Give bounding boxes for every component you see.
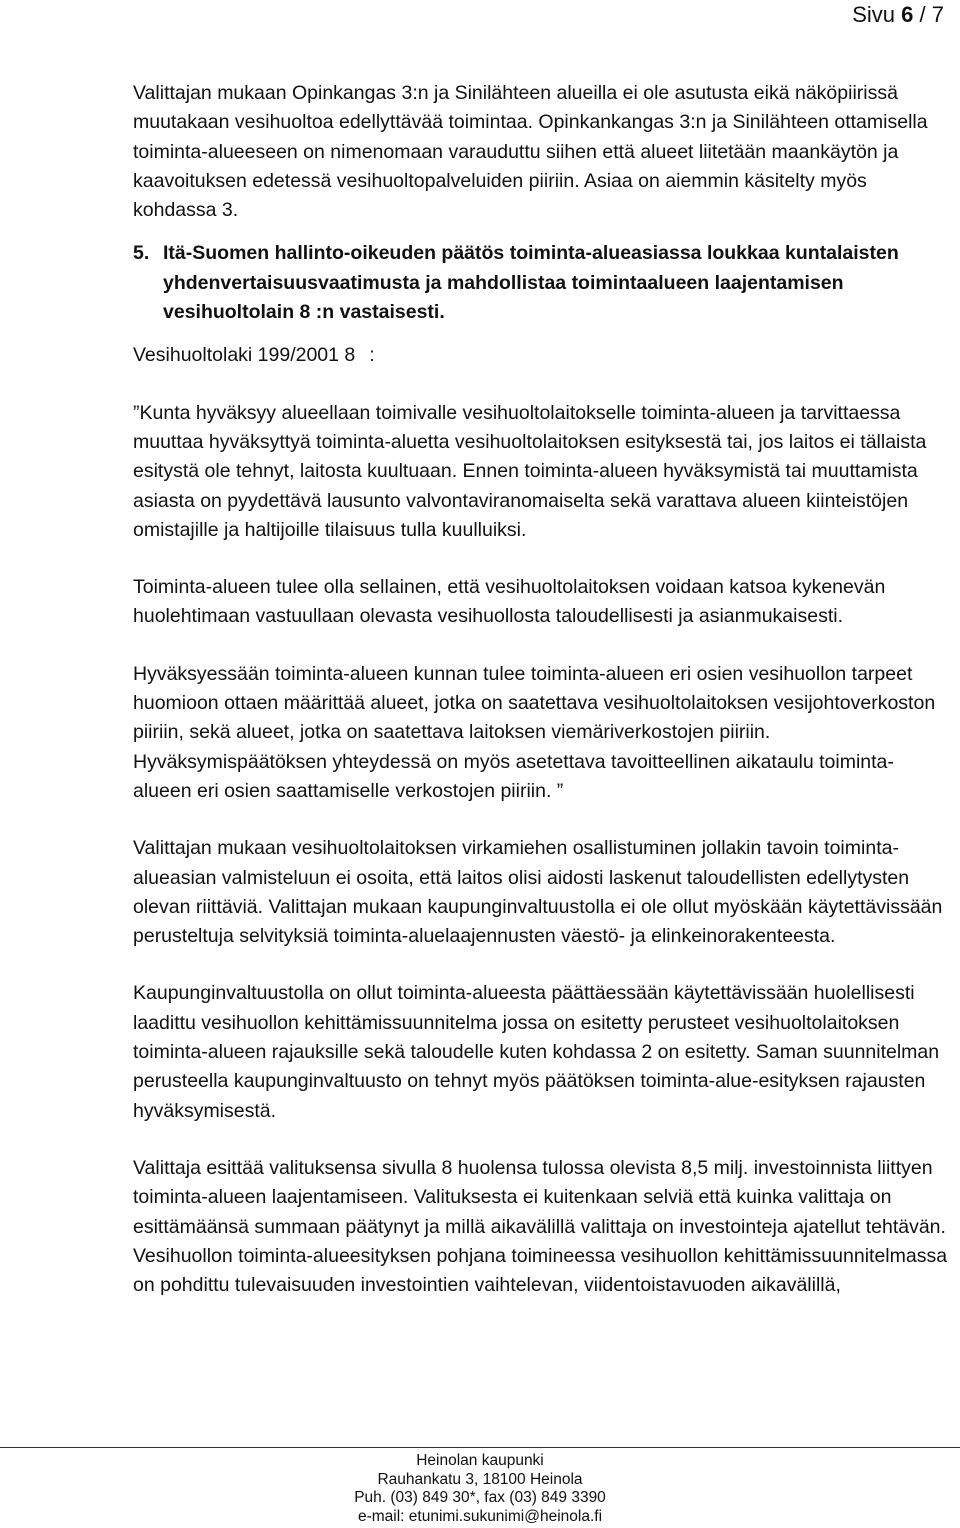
paragraph-investments: Valittaja esittää valituksensa sivulla 8 huolensa tulossa olevista 8,5 milj. investoinnista liittyen toiminta-alueen laajentamiseen. Valituksesta ei kuitenkaan selviä että kuinka valittaja on esittämäänsä summaan päätynyt ja millä aikavälillä valittaja on investointeja ajatellut tehtävän. Vesihuollon toiminta-alueesityksen pohjana toimineessa vesihuollon kehittämissuunnitelmassa on pohdittu tulevaisuuden investointien vaihtelevan, viidentoistavuoden aikavälillä,	[133, 1156, 948, 1297]
section-number: 5.	[133, 242, 150, 265]
page-number	[852, 2, 944, 28]
page-number-separator: /	[913, 2, 932, 27]
page-number-current: 6	[901, 2, 914, 27]
footer-email: e-mail: etunimi.sukunimi@heinola.fi	[357, 1507, 603, 1525]
law-quote-paragraph-2: Toiminta-alueen tulee olla sellainen, että vesihuoltolaitoksen voidaan katsoa kykenevän huolehtimaan vastuullaan olevasta vesihuollosta taloudellisesti ja asianmukaisesti.	[133, 576, 886, 628]
footer-address: Rauhankatu 3, 18100 Heinola	[377, 1470, 583, 1488]
paragraph-official-participation: Valittajan mukaan vesihuoltolaitoksen virkamiehen osallistuminen jollakin tavoin toiminta-alueasian valmisteluun ei osoita, että laitos olisi aidosti laskenut taloudellisten edellytysten olevan riittäviä. Valittajan mukaan kaupunginvaltuustolla ei ole ollut myöskään käytettävissään perusteltuja selvityksiä toiminta-aluelaajennusten väestö- ja elinkeinorakenteesta.	[133, 837, 943, 948]
footer-organization: Heinolan kaupunki	[416, 1452, 544, 1469]
section-heading-text: Itä-Suomen hallinto-oikeuden päätös toiminta-alueasiassa loukkaa kuntalaisten yhdenvertaisuusvaatimusta ja mahdollistaa toimintaalueen laajentamisen vesihuoltolain 8 :n vastaisesti.	[163, 242, 899, 324]
document-body	[133, 79, 948, 1300]
section-heading-5	[133, 239, 948, 327]
footer	[0, 1452, 960, 1526]
law-quote-paragraph-3: Hyväksyessään toiminta-alueen kunnan tulee toiminta-alueen eri osien vesihuollon tarpeet huomioon ottaen määrittää alueet, jotka on saatettava vesihuoltolaitoksen vesijohtoverkoston piiriin, sekä alueet, jotka on saatettava laitoksen viemäriverkostojen piiriin. Hyväksymispäätöksen yhteydessä on myös asetettava tavoitteellinen aikataulu toiminta-alueen eri osien saattamiselle verkostojen piiriin. ”	[133, 662, 936, 802]
law-reference-text: Vesihuoltolaki 199/2001 8	[133, 344, 356, 367]
law-reference	[133, 341, 948, 370]
law-reference-colon: :	[369, 344, 375, 367]
page-number-total: 7	[931, 2, 944, 27]
paragraph-opinkangas: Valittajan mukaan Opinkangas 3:n ja Sinilähteen alueilla ei ole asutusta eikä näköpiirissä muutakaan vesihuoltoa edellyttävää toimintaa. Opinkankangas 3:n ja Sinilähteen ottamisella toiminta-alueeseen on nimenomaan varauduttu siihen että alueet liitetään maankäytön ja kaavoituksen edetessä vesihuoltopalveluiden piiriin. Asiaa on aiemmin käsitelty myös kohdassa 3.	[133, 82, 928, 222]
footer-divider	[0, 1447, 960, 1448]
law-quote-paragraph-1: ”Kunta hyväksyy alueellaan toimivalle vesihuoltolaitokselle toiminta-alueen ja tarvittaessa muuttaa hyväksyttyä toiminta-aluetta vesihuoltolaitoksen esityksestä tai, jos laitos ei tällaista esitystä ole tehnyt, laitosta kuultuaan. Ennen toiminta-alueen hyväksymistä tai muuttamista asiasta on pyydettävä lausunto valvontaviranomaiselta sekä varattava alueen kiinteistöjen omistajille ja haltijoille tilaisuus tulla kuulluiksi.	[133, 401, 927, 541]
page-number-prefix: Sivu	[852, 2, 902, 27]
footer-phone: Puh. (03) 849 30*, fax (03) 849 3390	[354, 1489, 606, 1506]
paragraph-development-plan: Kaupunginvaltuustolla on ollut toiminta-alueesta päättäessään käytettävissään huolellisesti laadittu vesihuollon kehittämissuunnitelma jossa on esitetty perusteet vesihuoltolaitoksen toiminta-alueen rajauksille sekä taloudelle kuten kohdassa 2 on esitetty. Saman suunnitelman perusteella kaupunginvaltuusto on tehnyt myös päätöksen toiminta-alue-esityksen rajausten hyväksymisestä.	[133, 982, 940, 1122]
